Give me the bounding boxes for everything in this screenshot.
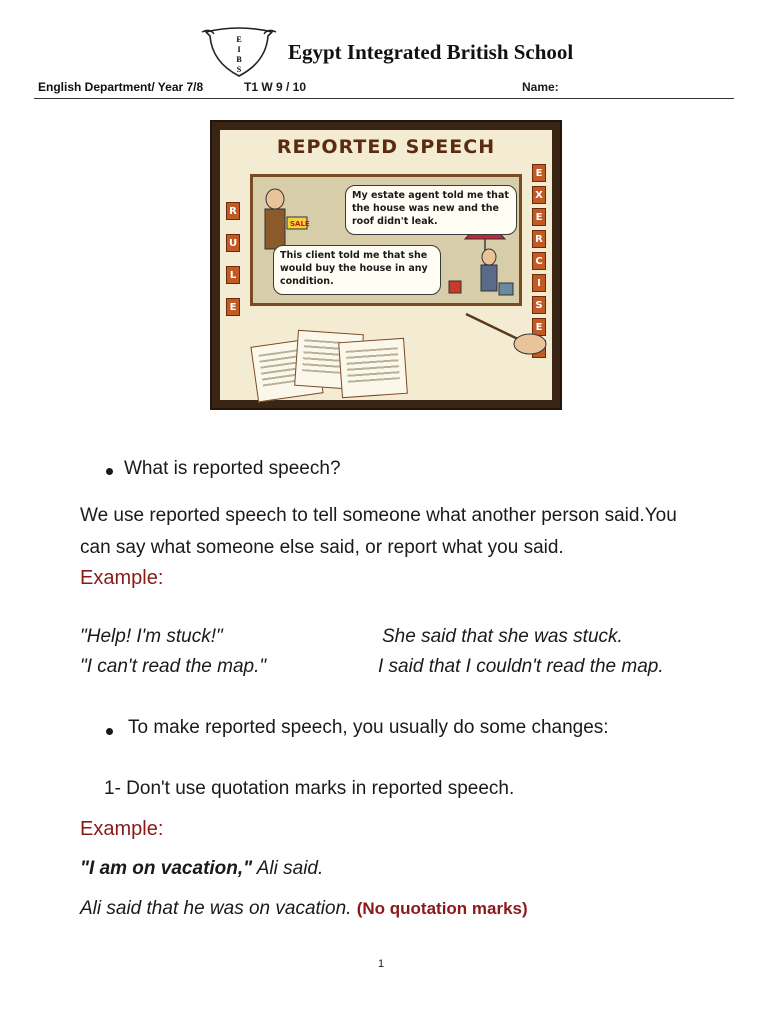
direct-speech-example: "I can't read the map."	[80, 656, 267, 677]
exercises-tile: E	[532, 318, 546, 336]
rules-tile: R	[226, 202, 240, 220]
svg-text:I: I	[237, 45, 241, 54]
direct-speech-example	[80, 858, 323, 880]
bullet-icon	[106, 468, 113, 475]
rule-no-quotation-marks: 1- Don't use quotation marks in reported speech.	[104, 778, 515, 799]
definition-line: can say what someone else said, or report what you said.	[80, 537, 564, 558]
quoted-phrase: "I am on vacation,"	[80, 858, 253, 879]
poster-board	[220, 130, 552, 400]
reported-speech-poster	[210, 120, 562, 410]
reported-speech-example: I said that I couldn't read the map.	[378, 656, 664, 677]
exercises-tile: C	[532, 252, 546, 270]
name-field-label: Name:	[522, 80, 559, 94]
reported-speech-example	[80, 898, 528, 920]
reported-sentence: Ali said that he was on vacation.	[80, 898, 357, 919]
exercises-tile: I	[532, 274, 546, 292]
definition-line: We use reported speech to tell someone what another person said.You	[80, 505, 677, 526]
school-name: Egypt Integrated British School	[288, 40, 574, 64]
exercises-tile: E	[532, 208, 546, 226]
svg-text:B: B	[236, 55, 242, 64]
department-label: English Department/ Year 7/8	[38, 80, 204, 94]
header-divider	[34, 98, 734, 99]
svg-text:S: S	[236, 65, 242, 74]
school-crest-logo	[200, 26, 278, 78]
week-label: T1 W 9 / 10	[244, 80, 307, 94]
rules-tile: E	[226, 298, 240, 316]
svg-text:E: E	[236, 35, 242, 44]
poster-title: REPORTED SPEECH	[276, 136, 496, 158]
direct-speech-example: "Help! I'm stuck!"	[80, 626, 223, 647]
rules-tile: U	[226, 234, 240, 252]
definition-paragraph	[80, 500, 677, 564]
exercises-tile: S	[532, 296, 546, 314]
reported-speech-example: She said that she was stuck.	[382, 626, 623, 647]
cartoon-scene	[250, 174, 522, 306]
worksheet-card	[338, 338, 408, 398]
pointer-hand	[464, 310, 548, 364]
example-heading: Example:	[80, 818, 164, 840]
svg-text:SALE: SALE	[290, 220, 310, 228]
speech-bubble-client: This client told me that she would buy the house in any condition.	[273, 245, 441, 295]
example-heading: Example:	[80, 567, 164, 589]
rules-tile: L	[226, 266, 240, 284]
exercises-tile: E	[532, 164, 546, 182]
bullet-icon	[106, 728, 113, 735]
changes-intro: To make reported speech, you usually do some changes:	[128, 717, 609, 738]
speaker-tag: Ali said.	[252, 858, 324, 879]
exercises-tile: R	[532, 230, 546, 248]
question-what-is-reported-speech: What is reported speech?	[124, 458, 341, 479]
page-number: 1	[378, 958, 385, 970]
rules-tiles	[226, 202, 240, 316]
no-quotation-note: (No quotation marks)	[356, 899, 528, 918]
worksheet-cards	[254, 326, 404, 404]
exercises-tile: X	[532, 186, 546, 204]
speech-bubble-agent: My estate agent told me that the house was new and the roof didn't leak.	[345, 185, 517, 235]
